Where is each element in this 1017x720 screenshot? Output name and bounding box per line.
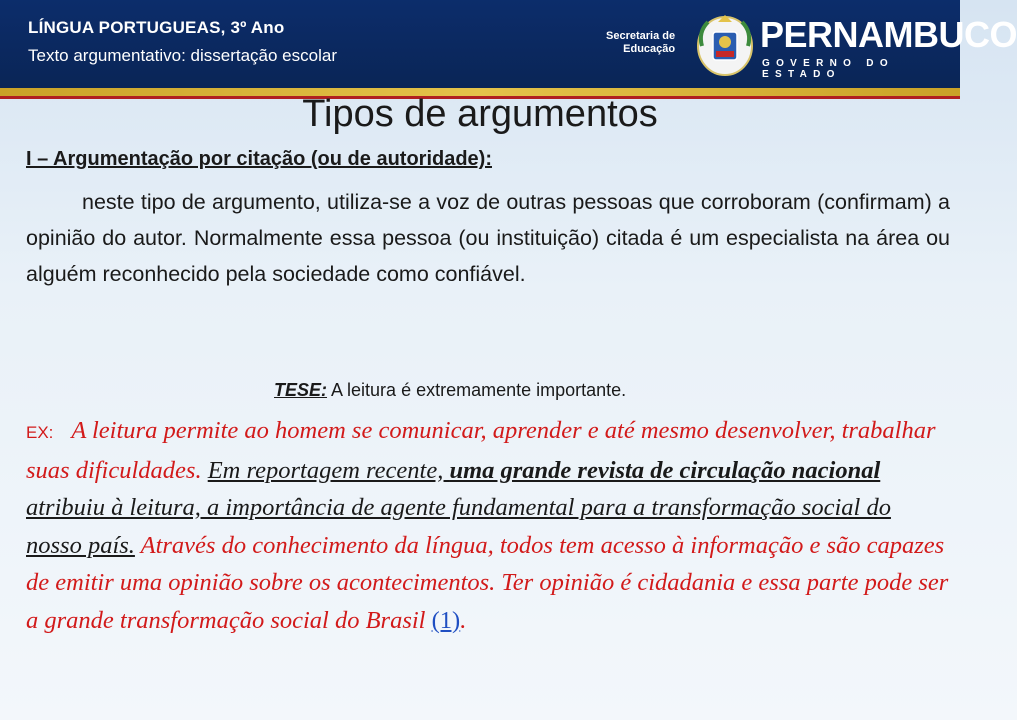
section-heading: I – Argumentação por citação (ou de autoridade): — [26, 148, 492, 170]
subject-label: Texto argumentativo: dissertação escolar — [28, 46, 337, 65]
slide-title: Tipos de argumentos — [302, 93, 658, 135]
tese-text: A leitura é extremamente importante. — [327, 380, 627, 400]
example-label: EX: — [26, 423, 54, 442]
example-part1: A leitura permite ao homem se comunicar, aprender e até mesmo desenvolver, trabalhar suas dificuldades — [26, 417, 936, 484]
example-part2: Em reportagem recente, — [207, 456, 450, 484]
example-end: . — [460, 606, 467, 634]
example-part4: atribuiu à leitura, a importância de agente fundamental para a transformação social do nosso país. — [26, 494, 891, 559]
state-crest-icon — [694, 12, 756, 78]
example-part1-end: . — [195, 456, 208, 484]
tese-label: TESE: — [274, 380, 328, 400]
course-label: LÍNGUA PORTUGUEAS, 3º Ano — [28, 18, 285, 37]
example-part3: uma grande revista de circulação nacional — [449, 456, 881, 484]
example-paragraph — [26, 412, 950, 639]
citation-link[interactable]: (1) — [431, 606, 461, 634]
brand-subtitle: GOVERNO DO ESTADO — [762, 58, 894, 80]
secretaria-label — [606, 30, 675, 56]
secretaria-line2: Educação — [623, 43, 676, 55]
secretaria-line1: Secretaria de — [606, 30, 676, 42]
tese-line — [274, 380, 626, 401]
example-part5: Através do conhecimento da língua, todos tem acesso à informação e são capazes de emitir uma opinião sobre os acontecimentos. Ter opinião é cidadania e essa parte pode ser a grande transformação social do Brasil — [26, 531, 949, 634]
brand-logo-text: PERNAMBUCO — [760, 14, 1017, 55]
definition-paragraph: neste tipo de argumento, utiliza-se a voz de outras pessoas que corroboram (confirmam) a opinião do autor. Normalmente essa pessoa (ou instituição) citada é um especialista na área ou alguém reconhecido pela sociedade como confiável. — [26, 190, 950, 286]
